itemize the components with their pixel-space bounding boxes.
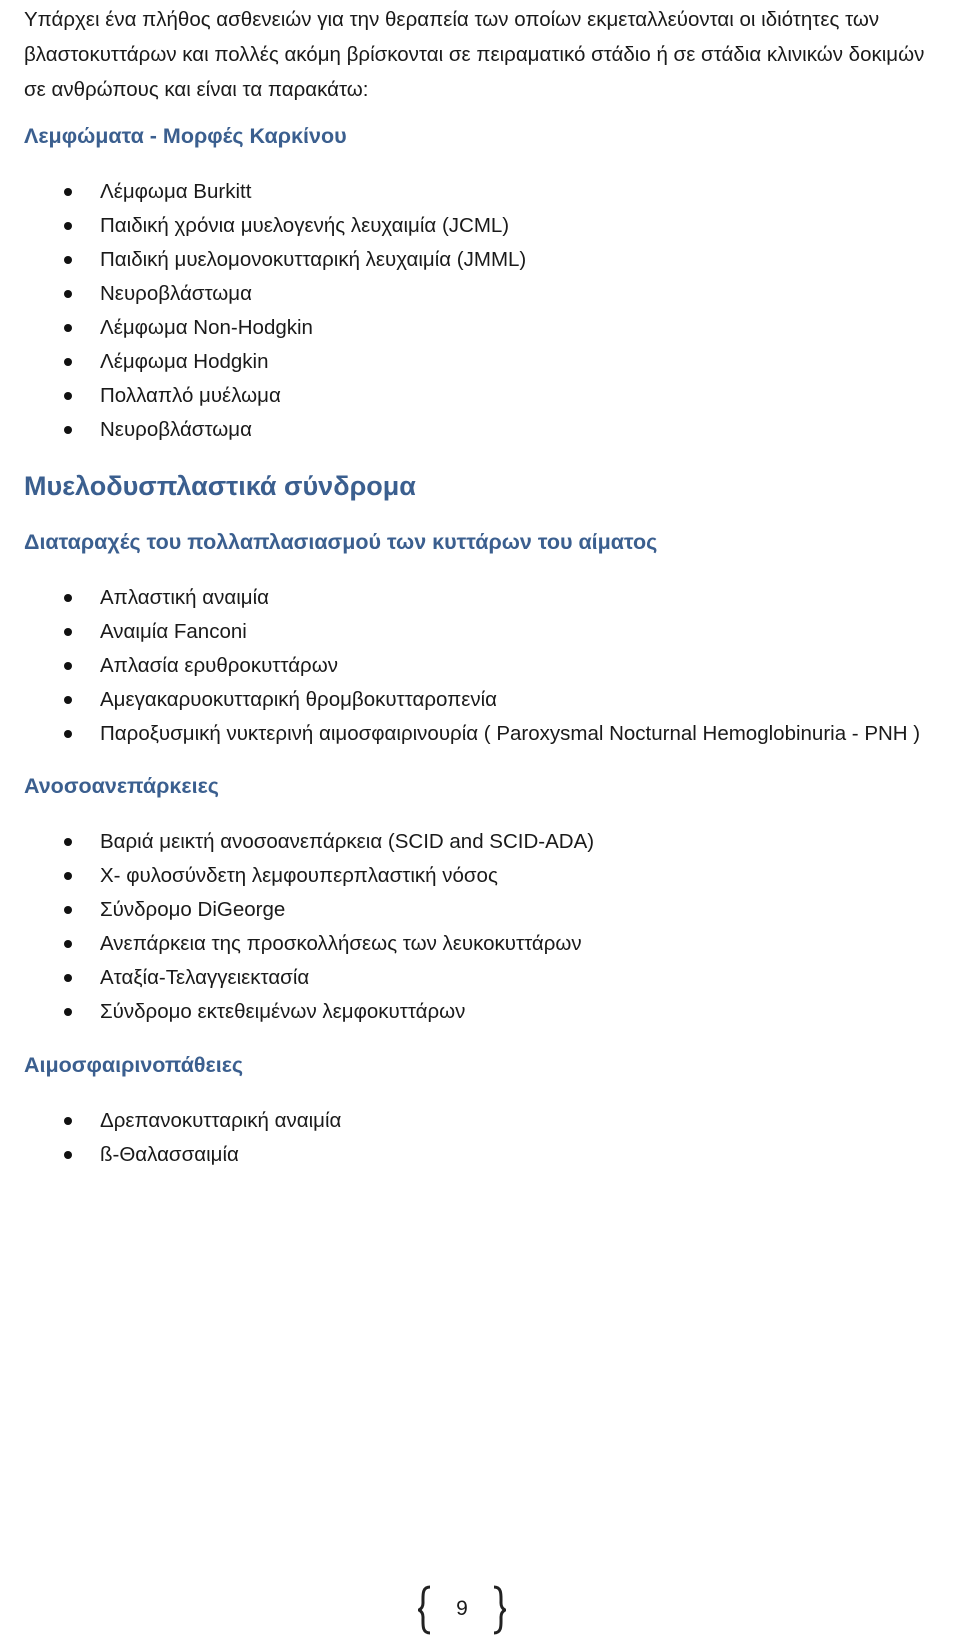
bullet-icon (64, 222, 72, 230)
bullet-icon (64, 1117, 72, 1125)
list-item: Απλαστική αναιμία (24, 581, 936, 615)
bullet-icon (64, 628, 72, 636)
bullet-icon (64, 838, 72, 846)
right-brace-icon (492, 1585, 506, 1635)
heading-blood-disorders: Διαταραχές του πολλαπλασιασμού των κυττάρων του αίματος (24, 530, 658, 554)
heading-hemoglobinopathies: Αιμοσφαιρινοπάθειες (24, 1053, 244, 1077)
document-page (24, 0, 936, 1172)
list-blood-disorders (24, 581, 936, 751)
list-item: Ανεπάρκεια της προσκολλήσεως των λευκοκυττάρων (24, 927, 936, 961)
bullet-icon (64, 256, 72, 264)
bullet-icon (64, 290, 72, 298)
list-item: Νευροβλάστωμα (24, 413, 936, 447)
bullet-icon (64, 358, 72, 366)
bullet-icon (64, 1008, 72, 1016)
page-footer (418, 1585, 506, 1635)
list-item: Χ- φυλοσύνδετη λεμφουπερπλαστική νόσος (24, 859, 936, 893)
list-item: Νευροβλάστωμα (24, 277, 936, 311)
bullet-icon (64, 1151, 72, 1159)
list-item: Πολλαπλό μυέλωμα (24, 379, 936, 413)
bullet-icon (64, 696, 72, 704)
bullet-icon (64, 392, 72, 400)
page-number: 9 (456, 1597, 468, 1620)
list-item: Αναιμία Fanconi (24, 615, 936, 649)
bullet-icon (64, 594, 72, 602)
heading-immunodeficiencies: Ανοσοανεπάρκειες (24, 774, 219, 798)
list-item: Παροξυσμική νυκτερινή αιμοσφαιρινουρία ( Paroxysmal Nocturnal Hemoglobinuria - PNH ) (24, 717, 936, 751)
list-item: Αταξία-Τελαγγειεκτασία (24, 961, 936, 995)
bullet-icon (64, 730, 72, 738)
heading-lymphomas: Λεμφώματα - Μορφές Καρκίνου (24, 124, 347, 148)
bullet-icon (64, 940, 72, 948)
list-item: Σύνδρομο DiGeorge (24, 893, 936, 927)
list-item: Λέμφωμα Burkitt (24, 175, 936, 209)
bullet-icon (64, 872, 72, 880)
list-immunodeficiencies (24, 825, 936, 1029)
list-item: Παιδική χρόνια μυελογενής λευχαιμία (JCML) (24, 209, 936, 243)
list-item: Παιδική μυελομονοκυτταρική λευχαιμία (JMML) (24, 243, 936, 277)
bullet-icon (64, 974, 72, 982)
list-lymphomas (24, 175, 936, 447)
bullet-icon (64, 188, 72, 196)
list-item: Λέμφωμα Hodgkin (24, 345, 936, 379)
list-item: Αμεγακαρυοκυτταρική θρομβοκυτταροπενία (24, 683, 936, 717)
bullet-icon (64, 426, 72, 434)
list-item: Απλασία ερυθροκυττάρων (24, 649, 936, 683)
bullet-icon (64, 662, 72, 670)
intro-paragraph: Υπάρχει ένα πλήθος ασθενειών για την θεραπεία των οποίων εκμεταλλεύονται οι ιδιότητες των βλαστοκυττάρων και πολλές ακόμη βρίσκονται σε πειραματικό στάδιο ή σε στάδια κλινικών δοκιμών σε ανθρώπους και είναι τα παρακάτω: (24, 8, 925, 101)
list-item: Σύνδρομο εκτεθειμένων λεμφοκυττάρων (24, 995, 936, 1029)
bullet-icon (64, 906, 72, 914)
bullet-icon (64, 324, 72, 332)
list-item: Βαριά μεικτή ανοσοανεπάρκεια (SCID and SCID-ADA) (24, 825, 936, 859)
list-hemoglobinopathies (24, 1104, 936, 1172)
list-item: Δρεπανοκυτταρική αναιμία (24, 1104, 936, 1138)
list-item: ß-Θαλασσαιμία (24, 1138, 936, 1172)
list-item: Λέμφωμα Non-Hodgkin (24, 311, 936, 345)
heading-myelodysplastic: Μυελοδυσπλαστικά σύνδρομα (24, 471, 416, 501)
